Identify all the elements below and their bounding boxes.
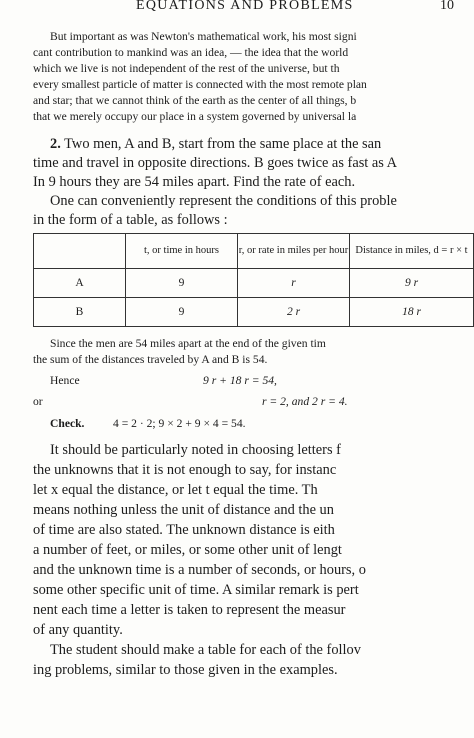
intro-line: cant contribution to mankind was an idea, — the idea that the world: [33, 46, 349, 59]
note-line: and the unknown time is a number of seconds, or hours, o: [33, 562, 366, 578]
intro-line: and star; that we cannot think of the earth as the center of all things, b: [33, 94, 357, 107]
page-number: 10: [440, 0, 454, 13]
note-line: a number of feet, or miles, or some other unit of lengt: [33, 542, 342, 558]
or-label: or: [33, 395, 43, 408]
solution-line: Since the men are 54 miles apart at the end of the given tim: [50, 337, 326, 350]
table-cell: r: [238, 269, 350, 298]
note-line: the unknowns that it is not enough to say, for instanc: [33, 462, 337, 478]
table-header-row: [34, 234, 474, 269]
intro-line: But important as was Newton's mathematical work, his most signi: [50, 30, 357, 43]
table-cell: A: [34, 269, 126, 298]
intro-line: which we live is not independent of the rest of the universe, but th: [33, 62, 340, 75]
table-row: [34, 298, 474, 327]
note-line: of any quantity.: [33, 622, 123, 638]
hence-label: Hence: [50, 374, 80, 387]
table-cell: 18 r: [350, 298, 474, 327]
table-header-cell: [34, 234, 126, 269]
solution-line: the sum of the distances traveled by A and B is 54.: [33, 353, 268, 366]
table-header-cell: Distance in miles, d = r × t: [350, 234, 474, 269]
table-cell: B: [34, 298, 126, 327]
check-label: Check.: [50, 417, 85, 430]
table-row: [34, 269, 474, 298]
table-intro-line: One can conveniently represent the conditions of this proble: [50, 193, 397, 209]
intro-line: every smallest particle of matter is connected with the most remote plan: [33, 78, 367, 91]
problem-first-line: [50, 136, 381, 153]
intro-line: that we merely occupy our place in a system governed by universal la: [33, 110, 357, 123]
hence-equation: 9 r + 18 r = 54,: [203, 374, 277, 387]
problem-number: 2.: [50, 136, 61, 152]
table-cell: 9: [126, 298, 238, 327]
note-line: let x equal the distance, or let t equal the time. Th: [33, 482, 318, 498]
table-cell: 9 r: [350, 269, 474, 298]
table-cell: 9: [126, 269, 238, 298]
problem-line: In 9 hours they are 54 miles apart. Find the rate of each.: [33, 174, 356, 190]
running-header: EQUATIONS AND PROBLEMS: [136, 0, 354, 13]
problem-line: Two men, A and B, start from the same place at the san: [64, 136, 382, 152]
closing-line: The student should make a table for each of the follov: [50, 642, 361, 658]
table-cell: 2 r: [238, 298, 350, 327]
conditions-table: [33, 233, 474, 327]
closing-line: ing problems, similar to those given in the examples.: [33, 662, 338, 678]
problem-line: time and travel in opposite directions. B goes twice as fast as A: [33, 155, 398, 171]
note-line: some other specific unit of time. A similar remark is pert: [33, 582, 359, 598]
note-line: means nothing unless the unit of distance and the un: [33, 502, 334, 518]
note-line: of time are also stated. The unknown distance is eith: [33, 522, 335, 538]
table-intro-line: in the form of a table, as follows :: [33, 212, 228, 228]
note-line: It should be particularly noted in choosing letters f: [50, 442, 341, 458]
note-line: nent each time a letter is taken to represent the measur: [33, 602, 346, 618]
table-header-cell: t, or time in hours: [126, 234, 238, 269]
table-header-cell: r, or rate in miles per hour: [238, 234, 350, 269]
or-equation: r = 2, and 2 r = 4.: [262, 395, 348, 408]
check-equation: 4 = 2 · 2; 9 × 2 + 9 × 4 = 54.: [113, 417, 246, 430]
